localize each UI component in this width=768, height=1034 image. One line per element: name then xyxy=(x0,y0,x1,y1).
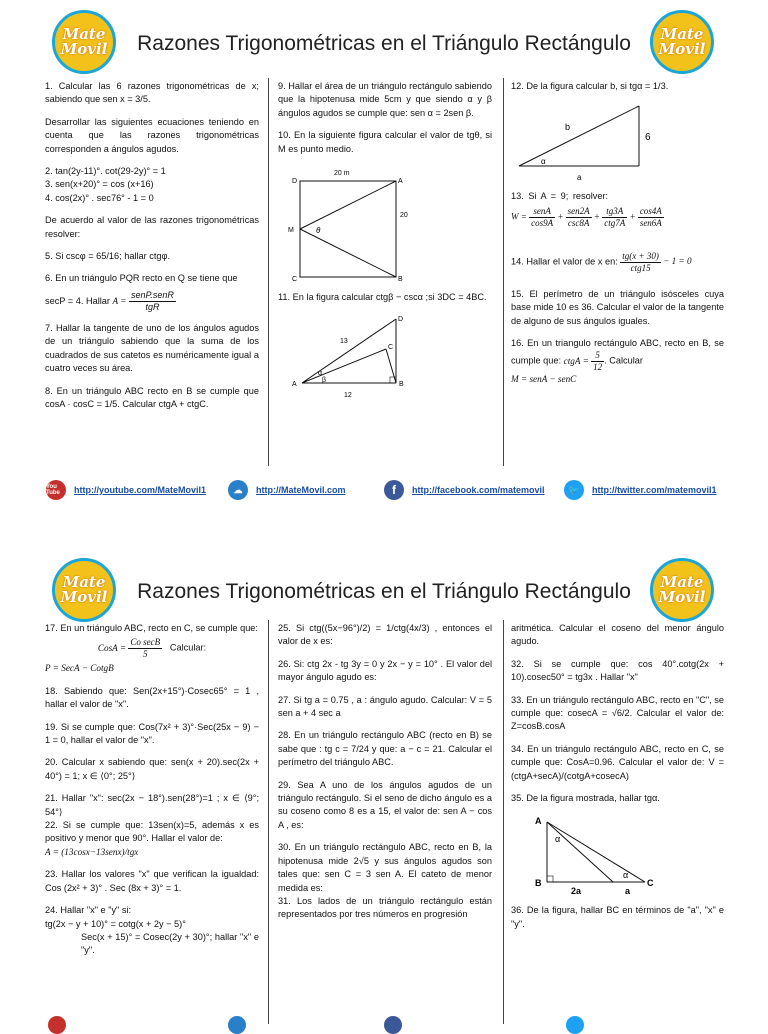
problem-17-formula: CosA = $\frac{\text{Co secB}}{5}$ Calcular: xyxy=(97,637,207,660)
label-top: 20 m xyxy=(334,170,350,178)
column-divider xyxy=(268,78,269,466)
problem-5: 5. Si cscφ = 65/16; hallar ctgφ. xyxy=(45,251,171,262)
twitter-link[interactable]: 🐦 http://twitter.com/matemovil1 xyxy=(564,480,717,500)
problem-8: 8. En un triángulo ABC recto en B se cumple que cosA · cosC = 1/5. Calcular ctgA + ctgC. xyxy=(45,385,259,409)
cevian xyxy=(547,822,613,882)
label-side: 20 xyxy=(400,212,408,220)
problem-21: 21. Hallar "x": sec(2x − 18°).sen(28°)=1 ; x ∈ ⟨9°; 54°⟩ xyxy=(45,793,259,817)
problem-6: 6. En un triángulo PQR recto en Q se tiene que xyxy=(45,273,238,284)
column-divider xyxy=(268,620,269,1024)
label-alpha: α xyxy=(318,370,323,378)
page-header xyxy=(0,0,768,72)
column-3 xyxy=(511,80,724,396)
problem-35: 35. De la figura mostrada, hallar tgα. xyxy=(511,793,660,804)
column-3 xyxy=(511,622,724,940)
problem-23: 23. Hallar los valores "x" que verifican la igualdad: Cos (2x² + 3)° . Sec (8x + 3)° = 1. xyxy=(45,869,259,893)
figure-11 xyxy=(286,313,426,405)
problem-24-eq2: Sec(x + 15)° = Cosec(2y + 30)°; hallar "x" e "y". xyxy=(81,931,259,956)
figure-35 xyxy=(527,814,677,898)
label-C: C xyxy=(647,878,654,889)
column-2 xyxy=(278,622,492,922)
worksheet-page-1 xyxy=(0,0,768,510)
twitter-icon xyxy=(566,1016,584,1034)
label-B: B xyxy=(398,276,403,284)
problem-13-formula: W = $\frac{\text{senA}}{\cos 9A}$ + $\frac{\text{sen2A}}{\csc 8A}$ + $\frac{tg3A}{\text{ctg7A}}$ + $\frac{\cos 4A}{\text{sen6A}}$ xyxy=(511,205,662,228)
problem-25: 25. Si ctg((5x−96°)/2) = 1/ctg(4x/3) , entonces el valor de x es: xyxy=(278,623,492,647)
figure-10 xyxy=(286,165,410,283)
facebook-icon: f xyxy=(384,480,404,500)
problem-11: 11. En la figura calcular ctgβ − cscα ;si 3DC = 4BC. xyxy=(278,292,487,303)
problem-3: 3. sen(x+20)° = cos (x+16) xyxy=(45,179,154,190)
label-a: a xyxy=(625,886,631,897)
problem-17-expr: P = SecA − CotgB xyxy=(45,663,114,674)
problem-27: 27. Si tg a = 0.75 , a : ángulo agudo. Calcular: V = 5 sen a + 4 sec a xyxy=(278,694,492,719)
label-C: C xyxy=(388,344,394,352)
problem-4: 4. cos(2x)° . sec76° - 1 = 0 xyxy=(45,192,154,203)
segment-mb xyxy=(300,229,396,277)
label-beta: β xyxy=(322,377,327,385)
problem-18: 18. Sabiendo que: Sen(2x+15°)·Cosec65° = 1 , hallar el valor de "x". xyxy=(45,685,259,710)
problem-31: 31. Los lados de un triángulo rectángulo están representados por tres números en progresión xyxy=(278,895,492,920)
facebook-link[interactable]: f http://facebook.com/matemovil xyxy=(384,480,545,500)
problem-1: 1. Calcular las 6 razones trigonométricas de x; sabiendo que sen x = 3/5. xyxy=(45,81,259,105)
youtube-link[interactable]: You Tube http://youtube.com/MateMovil1 xyxy=(46,480,206,500)
problem-26: 26. Si: ctg 2x - tg 3y = 0 y 2x − y = 10° . El valor del mayor ángulo agudo es: xyxy=(278,658,492,683)
label-A: A xyxy=(292,381,297,389)
problem-24-eq1: tg(2x − y + 10)° = cotg(x + 2y − 5)° xyxy=(45,918,186,929)
instructions: Desarrollar las siguientes ecuaciones teniendo en cuenta que las razones trigonométricas corresponden a ángulos agudos. xyxy=(45,116,259,154)
cloud-icon xyxy=(228,1016,246,1034)
problem-20: 20. Calcular x sabiendo que: sen(x + 20).sec(2x + 40°) = 1; x ∈ ⟨0°; 25°⟩ xyxy=(45,757,259,781)
label-theta: θ xyxy=(316,226,321,236)
segment-ma xyxy=(300,181,396,229)
label-a: a xyxy=(577,173,582,183)
page-header xyxy=(0,548,768,620)
problem-7: 7. Hallar la tangente de uno de los ángulos agudos de un triángulo sabiendo que la suma de los cuadrados de sus catetos es numéricamente igual a cuatro veces su área. xyxy=(45,322,259,374)
problem-6-formula: secP = 4. Hallar A = $\frac{\text{senP.senR}}{\text{tgR}}$ xyxy=(45,289,174,312)
side-ac xyxy=(547,822,645,882)
label-B: B xyxy=(399,381,404,389)
label-M: M xyxy=(288,227,294,235)
website-link[interactable]: ☁ http://MateMovil.com xyxy=(228,480,346,500)
square xyxy=(300,181,396,277)
problem-13: 13. Si A = 9; resolver: xyxy=(511,191,609,202)
problem-34: 34. En un triángulo rectángulo ABC, recto en C, se cumple que: CosA=0.96. Calcular el valor de: V = (ctgA+secA)/(cotgA+cosecA) xyxy=(511,743,724,781)
column-2 xyxy=(278,80,492,405)
twitter-icon: 🐦 xyxy=(564,480,584,500)
worksheet-page-2 xyxy=(0,548,768,1024)
youtube-icon xyxy=(48,1016,66,1034)
problem-17: 17. En un triángulo ABC, recto en C, se cumple que: xyxy=(45,623,258,633)
matemovil-logo: Mate Movil xyxy=(650,558,714,622)
problem-9: 9. Hallar el área de un triángulo rectángulo sabiendo que la hipotenusa mide 5cm y que siendo α y β ángulos agudos se cumple que: sen α = 2sen β. xyxy=(278,81,492,118)
column-1 xyxy=(45,80,259,420)
label-alpha: α xyxy=(555,834,561,845)
column-divider xyxy=(503,78,504,466)
instructions: De acuerdo al valor de las razones trigonométricas resolver: xyxy=(45,215,259,239)
page-title: Razones Trigonométricas en el Triángulo Rectángulo xyxy=(137,580,631,603)
label-alpha: α xyxy=(541,157,546,167)
segment-cb xyxy=(386,349,396,383)
column-divider xyxy=(503,620,504,1024)
problem-33: 33. En un triángulo rectángulo ABC, recto en "C", se cumple que: cosecA = √6/2. Calcular el valor de: Z=cosB.cosA xyxy=(511,694,724,732)
problem-14: 14. Hallar el valor de x en: $\frac{tg(x + 30)}{\text{ctg15}}$ − 1 = 0 xyxy=(511,250,692,273)
label-12: 12 xyxy=(344,392,352,400)
problem-12: 12. De la figura calcular b, si tgα = 1/3. xyxy=(511,81,669,91)
problem-36: 36. De la figura, hallar BC en términos de "a", "x" e "y". xyxy=(511,905,724,929)
problem-2: 2. tan(2y-11)°. cot(29-2y)° = 1 xyxy=(45,166,166,177)
matemovil-logo: Mate Movil xyxy=(52,10,116,74)
problem-16: 16. En un triangulo rectángulo ABC, recto en B, se cumple que: ctgA = $\frac{5}{12}$ . Calcular M = senA − senC xyxy=(511,338,724,385)
figure-12 xyxy=(515,102,665,184)
label-A: A xyxy=(535,816,542,827)
social-footer xyxy=(0,474,768,500)
problem-19: 19. Si se cumple que: Cos(7x² + 3)°·Sec(25x − 9) − 1 = 0, hallar el valor de "x". xyxy=(45,721,259,746)
problem-22-formula: A = (13cosx−13senx)/tgx xyxy=(45,846,139,857)
page-title: Razones Trigonométricas en el Triángulo Rectángulo xyxy=(137,32,631,55)
problem-30: 30. En un triángulo rectángulo ABC, recto en B, la hipotenusa mide 2√5 y sus ángulos agudos son tales que: sen C = 3 sen A. El cateto de menor medida es: xyxy=(278,842,492,893)
problem-10: 10. En la siguiente figura calcular el valor de tgθ, si M es punto medio. xyxy=(278,130,492,154)
label-2a: 2a xyxy=(571,886,582,897)
facebook-icon xyxy=(384,1016,402,1034)
label-6: 6 xyxy=(645,132,651,144)
label-13: 13 xyxy=(340,338,348,346)
matemovil-logo: Mate Movil xyxy=(650,10,714,74)
problem-24: 24. Hallar "x" e "y" si: xyxy=(45,905,132,916)
label-A: A xyxy=(398,178,403,186)
problem-15: 15. El perímetro de un triángulo isósceles cuya base mide 10 es 36. Calcular el valor de la tangente de alguno de sus ángulos iguales. xyxy=(511,288,724,326)
matemovil-logo: Mate Movil xyxy=(52,558,116,622)
problem-28: 28. En un triángulo rectángulo ABC (recto en B) se sabe que : tg c = 7/24 y que: a − c = 21. Calcular el perímetro del triángulo ABC. xyxy=(278,730,492,768)
problem-31-cont: aritmética. Calcular el coseno del menor ángulo agudo. xyxy=(511,623,724,647)
label-B: B xyxy=(535,878,542,889)
label-D: D xyxy=(292,178,298,186)
problem-22: 22. Si se cumple que: 13sen(x)=5, además x es positivo y menor que 90°. Hallar el valor de: xyxy=(45,820,259,844)
problem-29: 29. Sea A uno de los ángulos agudos de un triángulo rectángulo. Si el seno de dicho ángulo es a su coseno como 8 es a 15, el valor de: sen A − cos A , es: xyxy=(278,779,492,830)
label-b: b xyxy=(565,122,571,133)
hyp xyxy=(519,106,639,166)
problem-32: 32. Si se cumple que: cos 40°.cotg(2x + 10).cosec50° = tg3x . Hallar "x" xyxy=(511,658,724,683)
label-alpha: α xyxy=(623,870,629,881)
right-angle xyxy=(547,876,553,882)
label-C: C xyxy=(292,276,298,284)
cloud-icon: ☁ xyxy=(228,480,248,500)
label-D: D xyxy=(398,316,404,324)
column-1 xyxy=(45,622,259,958)
youtube-icon: You Tube xyxy=(46,480,66,500)
